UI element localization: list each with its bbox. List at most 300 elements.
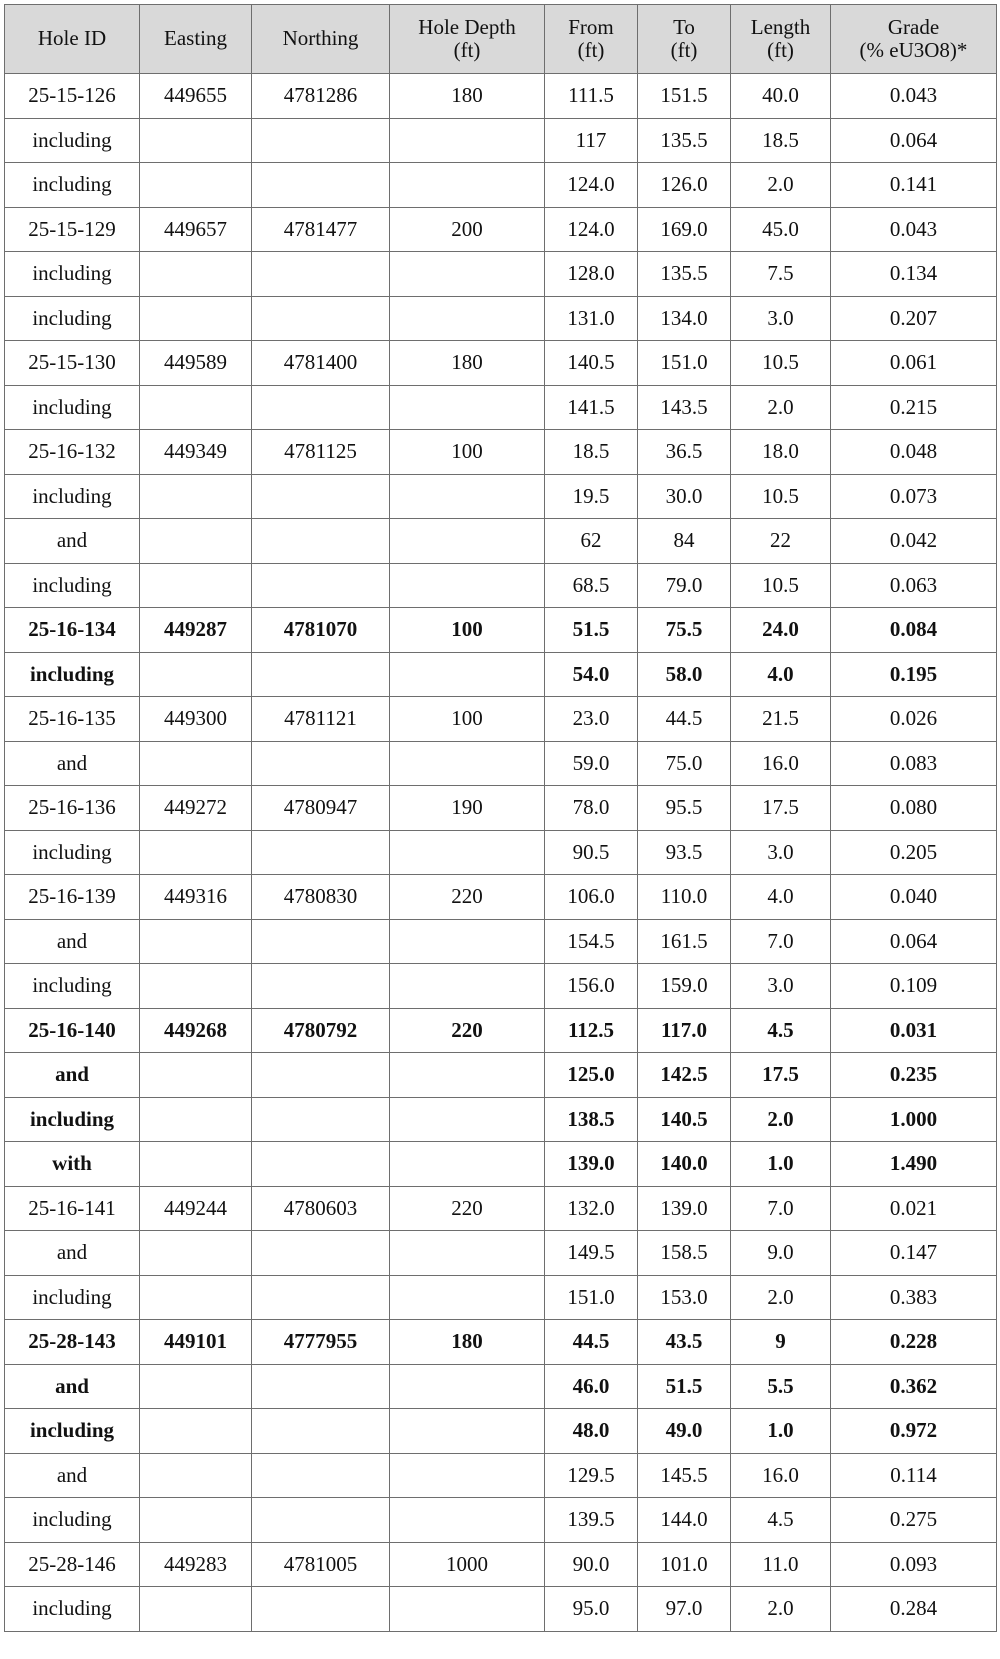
cell-hole-id: and <box>5 1231 140 1276</box>
cell-hole-depth: 100 <box>390 697 545 742</box>
table-row <box>5 563 997 608</box>
cell-easting <box>140 252 252 297</box>
cell-to: 140.5 <box>638 1097 731 1142</box>
cell-length: 3.0 <box>731 296 831 341</box>
cell-to: 101.0 <box>638 1542 731 1587</box>
cell-hole-depth <box>390 919 545 964</box>
cell-easting <box>140 1453 252 1498</box>
cell-from: 124.0 <box>545 163 638 208</box>
cell-hole-id: 25-15-129 <box>5 207 140 252</box>
cell-hole-id: and <box>5 1053 140 1098</box>
cell-grade: 0.147 <box>831 1231 997 1276</box>
cell-length: 2.0 <box>731 1587 831 1632</box>
cell-length: 11.0 <box>731 1542 831 1587</box>
cell-northing: 4781400 <box>252 341 390 386</box>
table-row <box>5 118 997 163</box>
cell-grade: 0.048 <box>831 430 997 475</box>
cell-from: 44.5 <box>545 1320 638 1365</box>
cell-hole-id: 25-16-140 <box>5 1008 140 1053</box>
cell-easting: 449657 <box>140 207 252 252</box>
cell-easting <box>140 1587 252 1632</box>
cell-hole-id: including <box>5 296 140 341</box>
cell-length: 22 <box>731 519 831 564</box>
cell-to: 75.5 <box>638 608 731 653</box>
cell-grade: 0.040 <box>831 875 997 920</box>
cell-easting <box>140 519 252 564</box>
cell-grade: 0.064 <box>831 919 997 964</box>
cell-northing: 4781125 <box>252 430 390 475</box>
table-row <box>5 1320 997 1365</box>
table-row <box>5 830 997 875</box>
cell-length: 21.5 <box>731 697 831 742</box>
cell-hole-depth <box>390 1453 545 1498</box>
cell-length: 1.0 <box>731 1142 831 1187</box>
cell-easting <box>140 118 252 163</box>
cell-from: 139.0 <box>545 1142 638 1187</box>
table-row <box>5 1409 997 1454</box>
cell-hole-depth: 100 <box>390 430 545 475</box>
table-row <box>5 1275 997 1320</box>
cell-northing <box>252 919 390 964</box>
cell-northing <box>252 964 390 1009</box>
cell-to: 43.5 <box>638 1320 731 1365</box>
cell-to: 36.5 <box>638 430 731 475</box>
cell-grade: 0.031 <box>831 1008 997 1053</box>
cell-hole-id: 25-15-126 <box>5 74 140 119</box>
cell-northing <box>252 385 390 430</box>
cell-northing: 4781070 <box>252 608 390 653</box>
column-header-length <box>731 5 831 74</box>
cell-northing <box>252 1053 390 1098</box>
cell-from: 131.0 <box>545 296 638 341</box>
cell-to: 44.5 <box>638 697 731 742</box>
cell-grade: 0.195 <box>831 652 997 697</box>
cell-easting <box>140 830 252 875</box>
table-row <box>5 1364 997 1409</box>
cell-easting <box>140 1053 252 1098</box>
cell-easting <box>140 919 252 964</box>
cell-hole-depth <box>390 163 545 208</box>
cell-easting <box>140 964 252 1009</box>
header-row <box>5 5 997 74</box>
cell-hole-id: including <box>5 474 140 519</box>
cell-easting <box>140 385 252 430</box>
table-row <box>5 474 997 519</box>
cell-northing <box>252 652 390 697</box>
cell-hole-depth: 190 <box>390 786 545 831</box>
cell-from: 140.5 <box>545 341 638 386</box>
cell-from: 46.0 <box>545 1364 638 1409</box>
cell-hole-depth <box>390 1498 545 1543</box>
cell-easting <box>140 1275 252 1320</box>
cell-hole-id: 25-16-134 <box>5 608 140 653</box>
cell-hole-id: 25-16-139 <box>5 875 140 920</box>
cell-length: 45.0 <box>731 207 831 252</box>
cell-hole-depth <box>390 296 545 341</box>
cell-from: 48.0 <box>545 1409 638 1454</box>
cell-length: 24.0 <box>731 608 831 653</box>
cell-grade: 0.073 <box>831 474 997 519</box>
cell-from: 124.0 <box>545 207 638 252</box>
cell-grade: 0.084 <box>831 608 997 653</box>
cell-to: 58.0 <box>638 652 731 697</box>
cell-hole-depth: 180 <box>390 1320 545 1365</box>
cell-length: 7.0 <box>731 1186 831 1231</box>
cell-grade: 1.000 <box>831 1097 997 1142</box>
column-header-length-line: (ft) <box>767 38 794 62</box>
cell-easting <box>140 563 252 608</box>
cell-from: 141.5 <box>545 385 638 430</box>
cell-grade: 0.275 <box>831 1498 997 1543</box>
cell-length: 7.0 <box>731 919 831 964</box>
cell-hole-depth <box>390 1053 545 1098</box>
cell-grade: 0.064 <box>831 118 997 163</box>
drill-results-table-container <box>4 4 996 1632</box>
cell-length: 2.0 <box>731 163 831 208</box>
column-header-hole-id <box>5 5 140 74</box>
cell-hole-id: 25-28-143 <box>5 1320 140 1365</box>
cell-northing <box>252 1275 390 1320</box>
cell-length: 2.0 <box>731 1097 831 1142</box>
cell-to: 151.0 <box>638 341 731 386</box>
table-header <box>5 5 997 74</box>
cell-hole-id: 25-28-146 <box>5 1542 140 1587</box>
cell-hole-depth <box>390 830 545 875</box>
cell-northing <box>252 1587 390 1632</box>
cell-length: 4.5 <box>731 1498 831 1543</box>
cell-northing <box>252 474 390 519</box>
cell-easting <box>140 741 252 786</box>
cell-hole-id: and <box>5 1364 140 1409</box>
cell-northing <box>252 163 390 208</box>
cell-hole-id: 25-16-135 <box>5 697 140 742</box>
cell-easting: 449268 <box>140 1008 252 1053</box>
table-row <box>5 519 997 564</box>
cell-to: 161.5 <box>638 919 731 964</box>
cell-hole-id: including <box>5 1587 140 1632</box>
cell-grade: 0.205 <box>831 830 997 875</box>
cell-length: 10.5 <box>731 563 831 608</box>
column-header-hole-id-line: Hole ID <box>37 26 107 51</box>
cell-hole-depth: 1000 <box>390 1542 545 1587</box>
cell-length: 16.0 <box>731 741 831 786</box>
cell-northing <box>252 1142 390 1187</box>
cell-easting <box>140 474 252 519</box>
cell-hole-depth <box>390 474 545 519</box>
cell-from: 139.5 <box>545 1498 638 1543</box>
cell-hole-depth <box>390 118 545 163</box>
cell-hole-depth <box>390 1364 545 1409</box>
cell-from: 19.5 <box>545 474 638 519</box>
cell-grade: 0.083 <box>831 741 997 786</box>
cell-to: 51.5 <box>638 1364 731 1409</box>
cell-easting <box>140 1409 252 1454</box>
cell-northing <box>252 296 390 341</box>
cell-hole-id: with <box>5 1142 140 1187</box>
table-row <box>5 875 997 920</box>
column-header-easting <box>140 5 252 74</box>
cell-grade: 0.114 <box>831 1453 997 1498</box>
cell-grade: 0.080 <box>831 786 997 831</box>
cell-to: 143.5 <box>638 385 731 430</box>
cell-length: 2.0 <box>731 385 831 430</box>
cell-to: 95.5 <box>638 786 731 831</box>
cell-to: 139.0 <box>638 1186 731 1231</box>
cell-length: 7.5 <box>731 252 831 297</box>
cell-length: 4.0 <box>731 875 831 920</box>
cell-hole-id: including <box>5 1498 140 1543</box>
cell-hole-depth: 220 <box>390 875 545 920</box>
cell-hole-depth <box>390 1587 545 1632</box>
cell-to: 117.0 <box>638 1008 731 1053</box>
cell-easting <box>140 1498 252 1543</box>
cell-northing <box>252 741 390 786</box>
cell-grade: 0.972 <box>831 1409 997 1454</box>
cell-northing <box>252 1231 390 1276</box>
cell-grade: 0.284 <box>831 1587 997 1632</box>
cell-hole-depth <box>390 1409 545 1454</box>
cell-easting <box>140 1097 252 1142</box>
cell-length: 18.0 <box>731 430 831 475</box>
cell-hole-depth: 220 <box>390 1186 545 1231</box>
cell-easting: 449287 <box>140 608 252 653</box>
column-header-to-line: (ft) <box>670 38 698 62</box>
column-header-easting-line: Easting <box>164 26 227 51</box>
cell-from: 106.0 <box>545 875 638 920</box>
table-row <box>5 74 997 119</box>
table-row <box>5 964 997 1009</box>
column-header-grade <box>831 5 997 74</box>
cell-northing <box>252 1364 390 1409</box>
table-row <box>5 1498 997 1543</box>
cell-easting: 449300 <box>140 697 252 742</box>
cell-hole-id: and <box>5 1453 140 1498</box>
cell-easting: 449101 <box>140 1320 252 1365</box>
cell-from: 51.5 <box>545 608 638 653</box>
cell-northing <box>252 1453 390 1498</box>
cell-from: 68.5 <box>545 563 638 608</box>
cell-northing <box>252 830 390 875</box>
cell-from: 151.0 <box>545 1275 638 1320</box>
cell-from: 138.5 <box>545 1097 638 1142</box>
table-row <box>5 919 997 964</box>
cell-to: 135.5 <box>638 252 731 297</box>
cell-easting: 449589 <box>140 341 252 386</box>
table-row <box>5 1453 997 1498</box>
cell-northing <box>252 1498 390 1543</box>
cell-easting <box>140 296 252 341</box>
cell-hole-depth <box>390 252 545 297</box>
cell-hole-depth <box>390 1231 545 1276</box>
cell-hole-id: including <box>5 1409 140 1454</box>
cell-grade: 0.235 <box>831 1053 997 1098</box>
cell-length: 10.5 <box>731 474 831 519</box>
cell-length: 1.0 <box>731 1409 831 1454</box>
cell-hole-id: including <box>5 652 140 697</box>
cell-from: 156.0 <box>545 964 638 1009</box>
cell-from: 154.5 <box>545 919 638 964</box>
cell-to: 151.5 <box>638 74 731 119</box>
table-row <box>5 741 997 786</box>
cell-grade: 0.228 <box>831 1320 997 1365</box>
column-header-hole-depth-line: Hole Depth <box>418 14 516 39</box>
cell-hole-id: 25-16-141 <box>5 1186 140 1231</box>
cell-hole-id: including <box>5 252 140 297</box>
cell-northing <box>252 252 390 297</box>
column-header-grade-line: Grade <box>887 14 940 39</box>
cell-to: 93.5 <box>638 830 731 875</box>
cell-from: 149.5 <box>545 1231 638 1276</box>
cell-from: 128.0 <box>545 252 638 297</box>
cell-hole-depth <box>390 964 545 1009</box>
cell-grade: 0.043 <box>831 207 997 252</box>
cell-from: 23.0 <box>545 697 638 742</box>
cell-northing: 4781286 <box>252 74 390 119</box>
cell-hole-depth <box>390 385 545 430</box>
cell-to: 144.0 <box>638 1498 731 1543</box>
cell-easting: 449244 <box>140 1186 252 1231</box>
cell-easting <box>140 652 252 697</box>
cell-to: 79.0 <box>638 563 731 608</box>
table-row <box>5 1142 997 1187</box>
cell-easting: 449272 <box>140 786 252 831</box>
cell-hole-id: and <box>5 519 140 564</box>
cell-grade: 0.042 <box>831 519 997 564</box>
cell-length: 3.0 <box>731 830 831 875</box>
cell-northing: 4780603 <box>252 1186 390 1231</box>
column-header-from <box>545 5 638 74</box>
column-header-grade-line: (% eU3O8)* <box>859 38 968 62</box>
cell-grade: 0.383 <box>831 1275 997 1320</box>
table-row <box>5 163 997 208</box>
cell-grade: 0.061 <box>831 341 997 386</box>
cell-hole-depth <box>390 1275 545 1320</box>
cell-from: 78.0 <box>545 786 638 831</box>
cell-hole-id: 25-16-132 <box>5 430 140 475</box>
table-row <box>5 341 997 386</box>
table-row <box>5 652 997 697</box>
cell-from: 90.5 <box>545 830 638 875</box>
cell-length: 40.0 <box>731 74 831 119</box>
column-header-northing <box>252 5 390 74</box>
cell-length: 17.5 <box>731 786 831 831</box>
cell-to: 110.0 <box>638 875 731 920</box>
cell-to: 140.0 <box>638 1142 731 1187</box>
cell-easting: 449349 <box>140 430 252 475</box>
column-header-hole-depth <box>390 5 545 74</box>
cell-to: 142.5 <box>638 1053 731 1098</box>
cell-to: 135.5 <box>638 118 731 163</box>
column-header-length-line: Length <box>750 14 811 39</box>
column-header-from-line: (ft) <box>577 38 605 62</box>
cell-from: 18.5 <box>545 430 638 475</box>
cell-hole-id: including <box>5 385 140 430</box>
cell-from: 125.0 <box>545 1053 638 1098</box>
cell-length: 16.0 <box>731 1453 831 1498</box>
cell-length: 4.0 <box>731 652 831 697</box>
table-row <box>5 385 997 430</box>
cell-northing: 4781005 <box>252 1542 390 1587</box>
table-row <box>5 1542 997 1587</box>
cell-easting <box>140 1364 252 1409</box>
cell-northing: 4781121 <box>252 697 390 742</box>
cell-grade: 0.043 <box>831 74 997 119</box>
cell-hole-depth <box>390 519 545 564</box>
cell-northing: 4780830 <box>252 875 390 920</box>
table-row <box>5 1587 997 1632</box>
cell-hole-depth <box>390 741 545 786</box>
cell-to: 145.5 <box>638 1453 731 1498</box>
cell-grade: 0.021 <box>831 1186 997 1231</box>
cell-to: 159.0 <box>638 964 731 1009</box>
cell-to: 30.0 <box>638 474 731 519</box>
cell-hole-depth <box>390 1097 545 1142</box>
cell-grade: 0.026 <box>831 697 997 742</box>
cell-northing <box>252 1097 390 1142</box>
cell-hole-id: including <box>5 563 140 608</box>
cell-hole-id: including <box>5 163 140 208</box>
cell-northing: 4780792 <box>252 1008 390 1053</box>
cell-length: 17.5 <box>731 1053 831 1098</box>
cell-to: 158.5 <box>638 1231 731 1276</box>
cell-hole-depth: 220 <box>390 1008 545 1053</box>
cell-grade: 1.490 <box>831 1142 997 1187</box>
cell-northing <box>252 563 390 608</box>
cell-northing <box>252 1409 390 1454</box>
cell-length: 3.0 <box>731 964 831 1009</box>
cell-to: 49.0 <box>638 1409 731 1454</box>
cell-from: 112.5 <box>545 1008 638 1053</box>
table-row <box>5 697 997 742</box>
table-row <box>5 608 997 653</box>
drill-results-table <box>4 4 997 1632</box>
cell-length: 2.0 <box>731 1275 831 1320</box>
cell-hole-depth <box>390 652 545 697</box>
cell-grade: 0.215 <box>831 385 997 430</box>
cell-hole-depth <box>390 563 545 608</box>
cell-grade: 0.362 <box>831 1364 997 1409</box>
cell-hole-id: including <box>5 830 140 875</box>
column-header-to-line: To <box>673 14 695 39</box>
cell-from: 90.0 <box>545 1542 638 1587</box>
cell-length: 5.5 <box>731 1364 831 1409</box>
cell-from: 95.0 <box>545 1587 638 1632</box>
table-row <box>5 1053 997 1098</box>
cell-from: 59.0 <box>545 741 638 786</box>
cell-hole-depth: 180 <box>390 341 545 386</box>
cell-grade: 0.063 <box>831 563 997 608</box>
cell-to: 75.0 <box>638 741 731 786</box>
cell-length: 9 <box>731 1320 831 1365</box>
cell-hole-depth <box>390 1142 545 1187</box>
table-row <box>5 207 997 252</box>
cell-from: 62 <box>545 519 638 564</box>
cell-easting <box>140 163 252 208</box>
cell-hole-id: including <box>5 118 140 163</box>
table-body <box>5 74 997 1632</box>
cell-grade: 0.093 <box>831 1542 997 1587</box>
cell-hole-id: including <box>5 1275 140 1320</box>
table-row <box>5 1231 997 1276</box>
table-row <box>5 1097 997 1142</box>
table-row <box>5 1008 997 1053</box>
cell-easting <box>140 1142 252 1187</box>
cell-northing: 4777955 <box>252 1320 390 1365</box>
cell-to: 169.0 <box>638 207 731 252</box>
cell-northing <box>252 118 390 163</box>
cell-hole-id: and <box>5 741 140 786</box>
table-row <box>5 252 997 297</box>
